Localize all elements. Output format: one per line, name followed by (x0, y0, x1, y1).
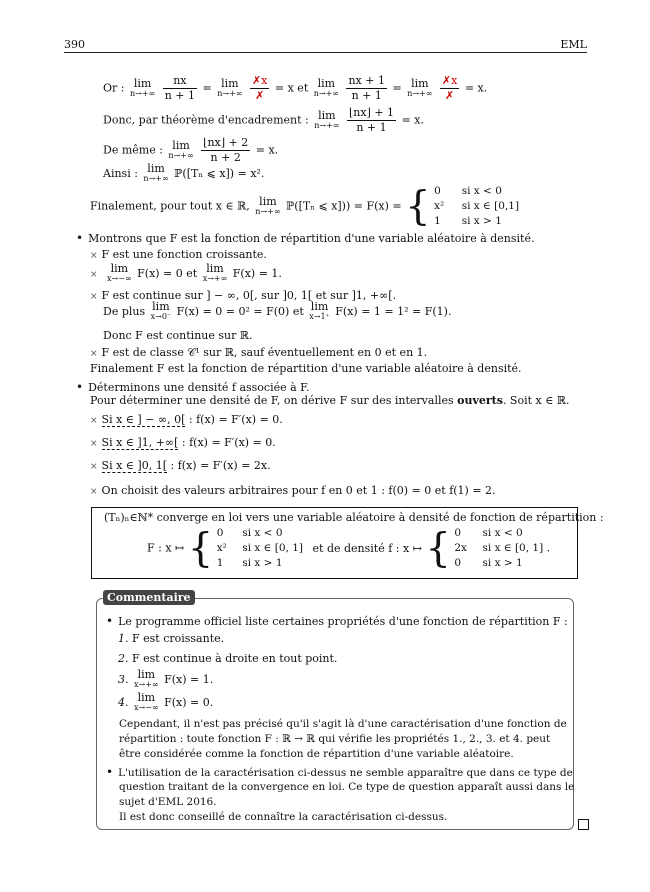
comment-text: Cependant, il n'est pas précisé qu'il s'agit là d'une caractérisation d'une fonction de (119, 718, 567, 730)
limit-line-4: Ainsi : lim n→+∞ ℙ([Tₙ ⩽ x]) = x². (103, 162, 265, 183)
comment-text: question traitant de la convergence en loi. Ce type de question apparaît aussi dans le (119, 781, 575, 793)
page-number: 390 (64, 38, 85, 51)
list-item: × F est continue sur ] − ∞, 0[, sur ]0, 1[ et sur ]1, +∞[. (90, 289, 397, 302)
limit-line-2: Donc, par théorème d'encadrement : lim n→+∞ $\frac{⌊nx⌋ + 1}{n + 1}$ = x. (103, 106, 424, 134)
comment-text: Il est donc conseillé de connaître la caractérisation ci-dessus. (119, 811, 448, 823)
bullet-item: • Déterminons une densité f associée à F. (76, 380, 310, 394)
conclusion-formula: F : x ↦ { 0 x² 1 si x < 0 si x ∈ [0, 1] si x > 1 et de densité f : x ↦ { 0 2x 0 si x < 0 si x ∈ [0, 1] si x > 1 . (147, 525, 551, 572)
comment-bullet: • L'utilisation de la caractérisation ci-dessus ne semble apparaître que dans ce type de (106, 765, 573, 779)
text-line: Donc F est continue sur ℝ. (103, 329, 253, 342)
list-item: × On choisit des valeurs arbitraires pour f en 0 et 1 : f(0) = 0 et f(1) = 2. (90, 484, 496, 497)
conclusion-box (91, 507, 604, 579)
comment-text: être considérée comme la fonction de répartition d'une variable aléatoire. (119, 748, 514, 760)
continuity-line: De plus lim x→0⁻ F(x) = 0 = 0² = F(0) et lim x→1⁺ F(x) = 1 = 1² = F(1). (103, 300, 452, 321)
list-item: × F est une fonction croissante. (90, 248, 267, 261)
comment-item: 3. lim x→+∞ F(x) = 1. (118, 668, 214, 689)
comment-text: répartition : toute fonction F : ℝ → ℝ qui vérifie les propriétés 1., 2., 3. et 4. peut (119, 733, 551, 745)
limit-line-3: De même : lim n→+∞ $\frac{⌊nx⌋ + 2}{n + 2}$ = x. (103, 136, 279, 164)
final-piecewise: Finalement, pour tout x ∈ ℝ, lim n→+∞ ℙ([Tₙ ⩽ x])) = F(x) = { 0 x² 1 si x < 0 si x ∈ [0,1] si x > 1 (90, 183, 520, 230)
qed-square-icon (578, 819, 589, 830)
comment-bullet: • Le programme officiel liste certaines propriétés d'une fonction de répartition F : (106, 614, 568, 628)
list-item: × Si x ∈ ]1, +∞[ : f(x) = F′(x) = 0. (90, 436, 276, 449)
list-item: × lim x→−∞ F(x) = 0 et lim x→+∞ F(x) = 1. (90, 262, 282, 283)
limit-line-1: Or : lim n→+∞ $\frac{nx}{n + 1}$ = lim n→+∞ $\frac{✗x}{✗}$ = x et lim n→+∞ $\frac{nx + 1}{n + 1}$ = lim n→+∞ $\frac{✗x}{✗}$ = x. (103, 74, 488, 102)
page-header (64, 38, 587, 53)
list-item: × Si x ∈ ] − ∞, 0[ : f(x) = F′(x) = 0. (90, 413, 283, 426)
journal-name: EML (560, 38, 587, 51)
list-item: × F est de classe 𝒞¹ sur ℝ, sauf éventuellement en 0 et en 1. (90, 346, 428, 359)
comment-item: 4. lim x→−∞ F(x) = 0. (118, 691, 214, 712)
conclusion-line: (Tₙ)ₙ∈ℕ* converge en loi vers une variable aléatoire à densité de fonction de répartition : (104, 511, 604, 524)
list-item: × Si x ∈ ]0, 1[ : f(x) = F′(x) = 2x. (90, 459, 271, 472)
text-line: Pour déterminer une densité de F, on dérive F sur des intervalles ouverts. Soit x ∈ ℝ. (90, 394, 570, 407)
comment-item: 2. F est continue à droite en tout point. (118, 652, 338, 665)
comment-item: 1. F est croissante. (118, 632, 225, 645)
comment-title: Commentaire (103, 590, 195, 605)
bullet-item: • Montrons que F est la fonction de répartition d'une variable aléatoire à densité. (76, 231, 535, 245)
text-line: Finalement F est la fonction de répartition d'une variable aléatoire à densité. (90, 362, 522, 375)
comment-text: sujet d'EML 2016. (119, 796, 217, 808)
